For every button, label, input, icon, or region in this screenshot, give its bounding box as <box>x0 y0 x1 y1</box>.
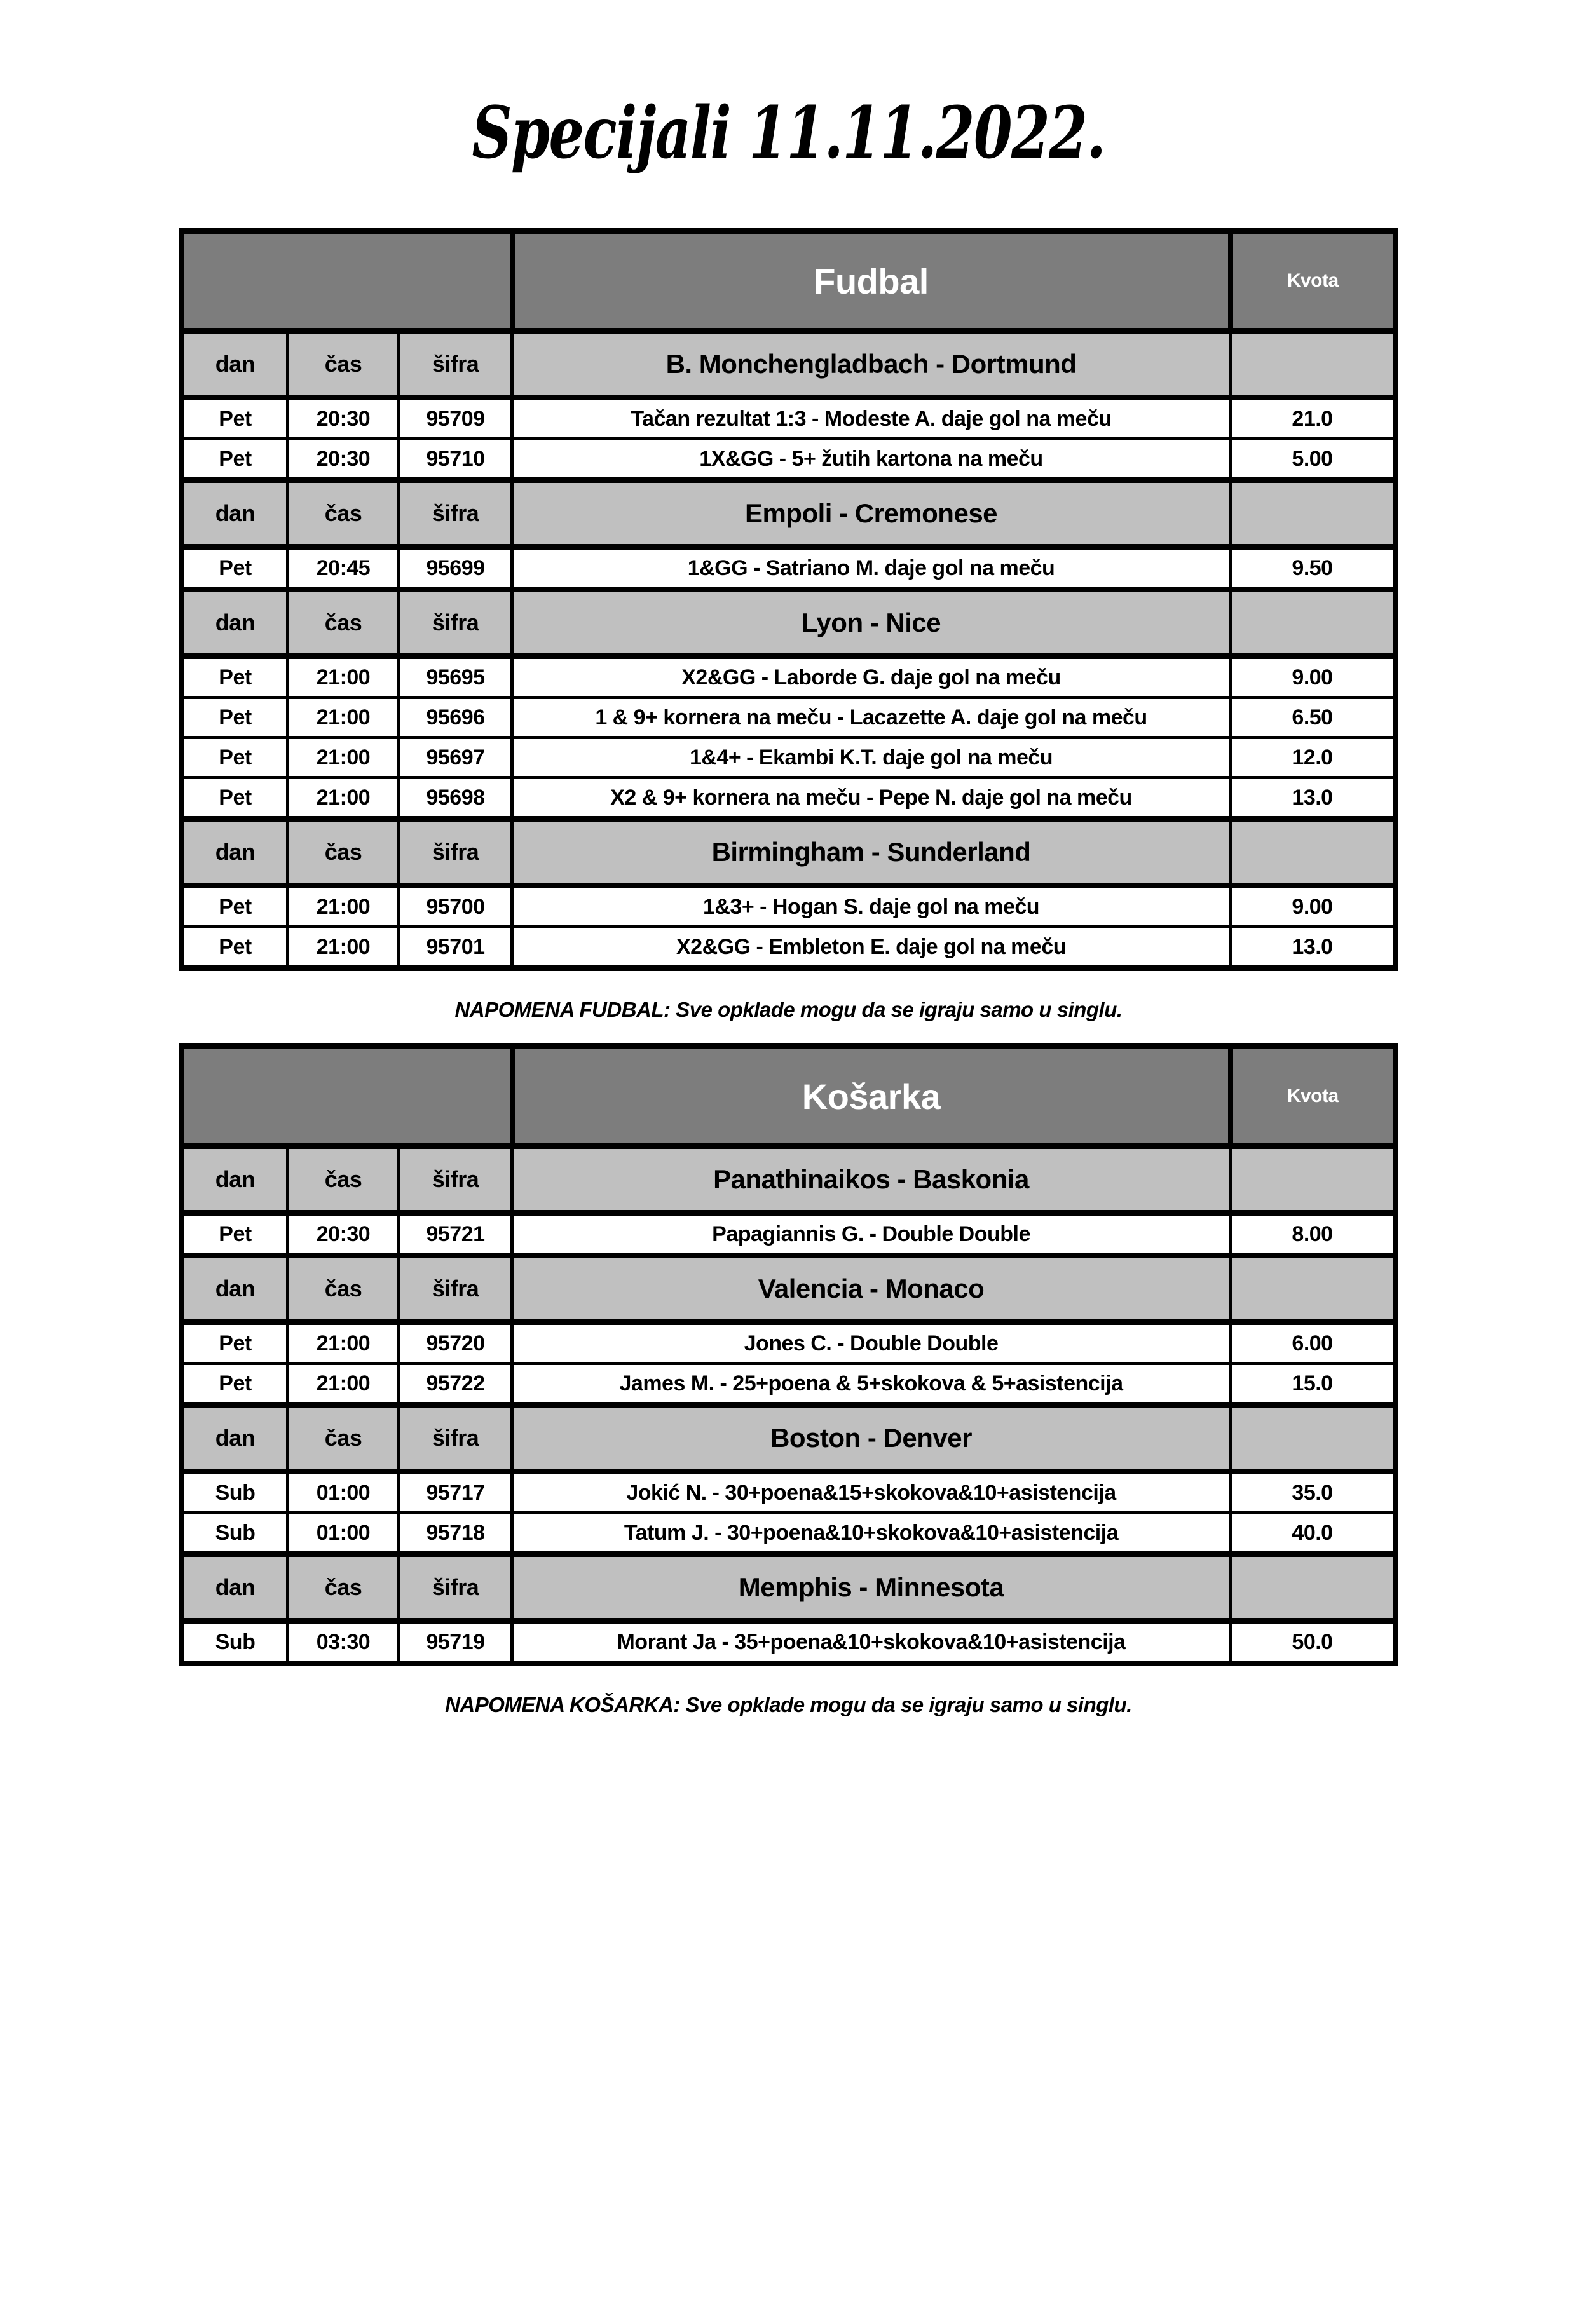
column-header-code: šifra <box>399 1554 512 1621</box>
bet-row <box>181 1213 1395 1256</box>
time-cell: 21:00 <box>287 778 399 819</box>
bet-cell: Jones C. - Double Double <box>512 1322 1231 1364</box>
odds-cell: 12.0 <box>1231 738 1396 778</box>
code-cell: 95695 <box>399 656 512 698</box>
time-cell: 21:00 <box>287 886 399 927</box>
match-header: Panathinaikos - Baskonia <box>512 1146 1231 1213</box>
kvota-empty-cell <box>1231 331 1396 398</box>
code-cell: 95710 <box>399 439 512 480</box>
column-header-code: šifra <box>399 1146 512 1213</box>
bet-row <box>181 1322 1395 1364</box>
match-header: Birmingham - Sunderland <box>512 819 1231 886</box>
day-cell: Pet <box>181 698 287 738</box>
bet-cell: 1&4+ - Ekambi K.T. daje gol na meču <box>512 738 1231 778</box>
bet-cell: X2 & 9+ kornera na meču - Pepe N. daje gol na meču <box>512 778 1231 819</box>
time-cell: 20:30 <box>287 1213 399 1256</box>
bet-cell: 1X&GG - 5+ žutih kartona na meču <box>512 439 1231 480</box>
bet-cell: 1&3+ - Hogan S. daje gol na meču <box>512 886 1231 927</box>
day-cell: Pet <box>181 547 287 590</box>
day-cell: Pet <box>181 656 287 698</box>
code-cell: 95709 <box>399 398 512 439</box>
code-cell: 95699 <box>399 547 512 590</box>
time-cell: 21:00 <box>287 1322 399 1364</box>
day-cell: Pet <box>181 398 287 439</box>
bet-row <box>181 1513 1395 1554</box>
bet-cell: 1 & 9+ kornera na meču - Lacazette A. daje gol na meču <box>512 698 1231 738</box>
bet-cell: Tatum J. - 30+poena&10+skokova&10+asistencija <box>512 1513 1231 1554</box>
column-header-time: čas <box>287 1554 399 1621</box>
kvota-empty-cell <box>1231 1256 1396 1322</box>
document-body <box>0 228 1577 1717</box>
match-header: Lyon - Nice <box>512 590 1231 656</box>
column-header-day: dan <box>181 590 287 656</box>
odds-cell: 13.0 <box>1231 778 1396 819</box>
match-header: Boston - Denver <box>512 1405 1231 1472</box>
column-header-day: dan <box>181 1146 287 1213</box>
bet-cell: Papagiannis G. - Double Double <box>512 1213 1231 1256</box>
column-header-time: čas <box>287 1146 399 1213</box>
table-note: NAPOMENA KOŠARKA: Sve opklade mogu da se igraju samo u singlu. <box>445 1693 1132 1717</box>
sport-band-row <box>181 231 1395 331</box>
time-cell: 20:45 <box>287 547 399 590</box>
section-header-row <box>181 590 1395 656</box>
day-cell: Pet <box>181 927 287 968</box>
section-header-row <box>181 1405 1395 1472</box>
odds-cell: 8.00 <box>1231 1213 1396 1256</box>
section-header-row <box>181 1146 1395 1213</box>
time-cell: 01:00 <box>287 1472 399 1513</box>
column-header-day: dan <box>181 1256 287 1322</box>
bet-row <box>181 886 1395 927</box>
section-header-row <box>181 1256 1395 1322</box>
bet-row <box>181 1472 1395 1513</box>
odds-cell: 5.00 <box>1231 439 1396 480</box>
table-note: NAPOMENA FUDBAL: Sve opklade mogu da se igraju samo u singlu. <box>454 998 1123 1022</box>
kvota-empty-cell <box>1231 1146 1396 1213</box>
odds-cell: 6.50 <box>1231 698 1396 738</box>
odds-cell: 9.00 <box>1231 656 1396 698</box>
odds-cell: 50.0 <box>1231 1621 1396 1664</box>
kvota-empty-cell <box>1231 590 1396 656</box>
bet-cell: X2&GG - Laborde G. daje gol na meču <box>512 656 1231 698</box>
column-header-time: čas <box>287 590 399 656</box>
bet-row <box>181 778 1395 819</box>
day-cell: Sub <box>181 1472 287 1513</box>
day-cell: Sub <box>181 1621 287 1664</box>
time-cell: 01:00 <box>287 1513 399 1554</box>
column-header-day: dan <box>181 331 287 398</box>
bet-row <box>181 738 1395 778</box>
code-cell: 95720 <box>399 1322 512 1364</box>
match-header: Empoli - Cremonese <box>512 480 1231 547</box>
column-header-day: dan <box>181 480 287 547</box>
sport-title: Fudbal <box>512 231 1231 331</box>
code-cell: 95701 <box>399 927 512 968</box>
section-header-row <box>181 1554 1395 1621</box>
column-header-day: dan <box>181 819 287 886</box>
column-header-time: čas <box>287 1256 399 1322</box>
odds-cell: 9.00 <box>1231 886 1396 927</box>
bet-row <box>181 927 1395 968</box>
day-cell: Pet <box>181 1364 287 1405</box>
bet-row <box>181 439 1395 480</box>
code-cell: 95719 <box>399 1621 512 1664</box>
code-cell: 95698 <box>399 778 512 819</box>
column-header-time: čas <box>287 1405 399 1472</box>
column-header-day: dan <box>181 1405 287 1472</box>
time-cell: 21:00 <box>287 656 399 698</box>
odds-cell: 15.0 <box>1231 1364 1396 1405</box>
column-header-code: šifra <box>399 819 512 886</box>
odds-cell: 35.0 <box>1231 1472 1396 1513</box>
band-spacer-cell <box>181 231 512 331</box>
match-header: B. Monchengladbach - Dortmund <box>512 331 1231 398</box>
time-cell: 20:30 <box>287 439 399 480</box>
day-cell: Pet <box>181 886 287 927</box>
bet-cell: Jokić N. - 30+poena&15+skokova&10+asistencija <box>512 1472 1231 1513</box>
time-cell: 21:00 <box>287 927 399 968</box>
section-header-row <box>181 331 1395 398</box>
odds-cell: 6.00 <box>1231 1322 1396 1364</box>
odds-cell: 40.0 <box>1231 1513 1396 1554</box>
page-title-text: Specijali 11.11.2022. <box>472 92 1105 175</box>
odds-cell: 9.50 <box>1231 547 1396 590</box>
time-cell: 21:00 <box>287 698 399 738</box>
code-cell: 95700 <box>399 886 512 927</box>
column-header-day: dan <box>181 1554 287 1621</box>
section-header-row <box>181 819 1395 886</box>
column-header-code: šifra <box>399 590 512 656</box>
kvota-header: Kvota <box>1231 231 1396 331</box>
day-cell: Pet <box>181 1213 287 1256</box>
column-header-time: čas <box>287 819 399 886</box>
kvota-header: Kvota <box>1231 1047 1396 1146</box>
code-cell: 95697 <box>399 738 512 778</box>
match-header: Memphis - Minnesota <box>512 1554 1231 1621</box>
day-cell: Pet <box>181 778 287 819</box>
kvota-empty-cell <box>1231 819 1396 886</box>
bet-cell: Tačan rezultat 1:3 - Modeste A. daje gol na meču <box>512 398 1231 439</box>
page-title <box>0 92 1577 175</box>
sport-band-row <box>181 1047 1395 1146</box>
column-header-code: šifra <box>399 1405 512 1472</box>
code-cell: 95722 <box>399 1364 512 1405</box>
band-spacer-cell <box>181 1047 512 1146</box>
column-header-time: čas <box>287 480 399 547</box>
bet-cell: Morant Ja - 35+poena&10+skokova&10+asistencija <box>512 1621 1231 1664</box>
bet-row <box>181 656 1395 698</box>
time-cell: 21:00 <box>287 738 399 778</box>
time-cell: 03:30 <box>287 1621 399 1664</box>
column-header-code: šifra <box>399 1256 512 1322</box>
code-cell: 95717 <box>399 1472 512 1513</box>
section-header-row <box>181 480 1395 547</box>
kvota-empty-cell <box>1231 1405 1396 1472</box>
time-cell: 20:30 <box>287 398 399 439</box>
bet-cell: James M. - 25+poena & 5+skokova & 5+asistencija <box>512 1364 1231 1405</box>
odds-cell: 13.0 <box>1231 927 1396 968</box>
odds-cell: 21.0 <box>1231 398 1396 439</box>
sport-title: Košarka <box>512 1047 1231 1146</box>
bet-row <box>181 1621 1395 1664</box>
bet-row <box>181 1364 1395 1405</box>
code-cell: 95696 <box>399 698 512 738</box>
odds-table <box>179 1043 1398 1666</box>
bet-cell: X2&GG - Embleton E. daje gol na meču <box>512 927 1231 968</box>
column-header-code: šifra <box>399 331 512 398</box>
bet-row <box>181 547 1395 590</box>
day-cell: Pet <box>181 439 287 480</box>
kvota-empty-cell <box>1231 1554 1396 1621</box>
day-cell: Pet <box>181 1322 287 1364</box>
odds-table <box>179 228 1398 971</box>
time-cell: 21:00 <box>287 1364 399 1405</box>
bet-row <box>181 398 1395 439</box>
match-header: Valencia - Monaco <box>512 1256 1231 1322</box>
code-cell: 95721 <box>399 1213 512 1256</box>
kvota-empty-cell <box>1231 480 1396 547</box>
bet-cell: 1&GG - Satriano M. daje gol na meču <box>512 547 1231 590</box>
column-header-time: čas <box>287 331 399 398</box>
code-cell: 95718 <box>399 1513 512 1554</box>
day-cell: Pet <box>181 738 287 778</box>
column-header-code: šifra <box>399 480 512 547</box>
day-cell: Sub <box>181 1513 287 1554</box>
bet-row <box>181 698 1395 738</box>
